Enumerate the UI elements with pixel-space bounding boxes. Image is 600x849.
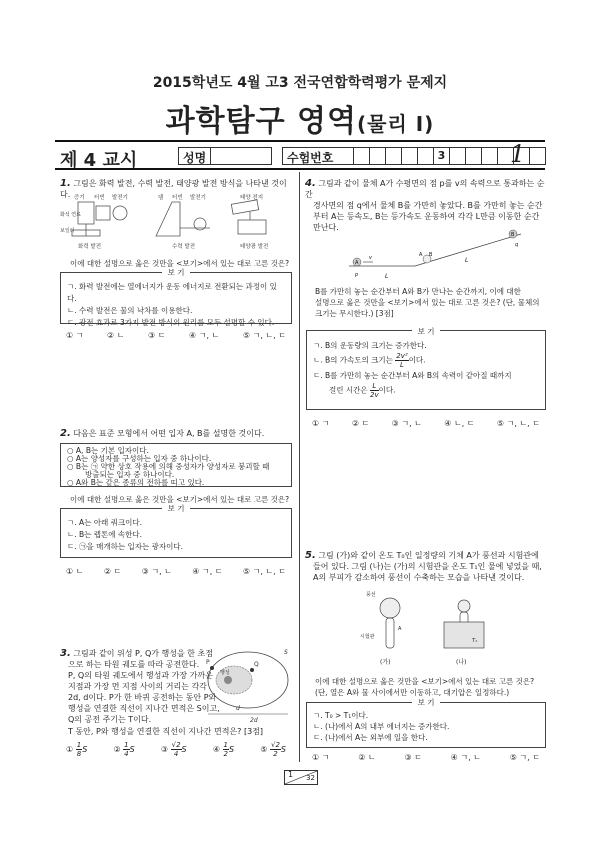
q3-figure-label: S (284, 649, 288, 656)
q5-figure-label: (나) (456, 659, 467, 666)
q3-question: T 동안, P와 행성을 연결한 직선이 지나간 면적은? [3점] (68, 727, 264, 736)
q4-bogi-item: 걸린 시간은 $\frac{L}{2v}$ 이다. (329, 382, 396, 399)
q1-figure-label: 증기 (74, 195, 85, 201)
q2-choice-2[interactable]: ② ㄷ (103, 567, 122, 576)
q1-bogi-title: 보 기 (162, 268, 191, 277)
q5-choices (312, 752, 540, 763)
q4-choice-1[interactable]: ① ㄱ (312, 419, 330, 428)
question-4-stem: 4. 그림과 같이 물체 A가 수평면의 점 p를 v의 속력으로 통과하는 순간 경사면의 점 q에서 물체 B를 가만히 놓았다. B를 가만히 놓는 순간 부터 A는 등속도, B는 등가속도 운동하여 각각 L만큼 이동한 순간 만난다. (305, 178, 545, 232)
q2-bogi-box (60, 504, 292, 558)
q1-choice-1[interactable]: ① ㄱ (66, 331, 84, 340)
q5-bogi-box (306, 698, 546, 748)
q1-figure-label: 태양광 발전 (240, 244, 269, 250)
q2-bogi-title: 보 기 (162, 504, 191, 513)
footer-page: 1 (288, 770, 294, 779)
q5-bogi-item: ㄱ. T₀ > T₁이다. (313, 711, 369, 720)
q2-prompt: 이에 대한 설명으로 옳은 것만을 <보기>에서 있는 대로 고른 것은? (70, 495, 290, 504)
q5-figure-label: T₁ (472, 638, 478, 644)
question-3-stem: 3. 그림과 같이 위성 P, Q가 행성을 한 초점 으로 하는 타원 궤도를 따라 공전한다. P, Q의 타원 궤도에서 행성과 가장 가까운 지점과 가장 먼 지점 사이의 거리는 각각 2d, d이다. P가 한 바퀴 공전하는 동안 P와 행성을 연결한 직선이 지나간 면적은 S이고, Q의 공전 주기는 T이다. (60, 648, 220, 724)
q1-figure-label: 수력 발전 (172, 244, 196, 250)
q1-bogi-item: ㄴ. 수력 발전은 물의 낙차를 이용한다. (67, 306, 193, 315)
period-label: 제 4 교시 (60, 150, 138, 171)
q4-prompt: B를 가만히 놓는 순간부터 A와 B가 만나는 순간까지, 이에 대한 설명으로 옳은 것만을 <보기>에서 있는 대로 고른 것은? (단, 물체의 크기는 무시한다.) [3점] (315, 287, 540, 318)
q1-figure-label: 발전기 (112, 195, 128, 201)
exam-number-field[interactable] (282, 147, 546, 165)
q4-figure-label: B (511, 232, 515, 238)
q4-figure-label: L (385, 273, 389, 280)
name-label: 성명 (179, 148, 211, 164)
q5-figure-label: 시험관 (360, 634, 375, 640)
q5-bogi-item: ㄷ. (나)에서 A는 외부에 일을 한다. (313, 733, 428, 742)
q3-choice-5[interactable]: ⑤ $\frac{√2}{2}$ S (260, 741, 286, 758)
q1-bogi-item: ㄷ. 광전 효과로 3가지 발전 방식의 원리를 모두 설명할 수 있다. (67, 318, 275, 327)
q5-balloon-figure (360, 588, 520, 668)
q2-choices (66, 566, 286, 577)
name-field[interactable] (178, 147, 272, 165)
q4-figure-label: A (355, 260, 359, 266)
q1-figure-label: 댐 (158, 195, 164, 201)
q3-figure-label: d (236, 705, 240, 712)
subject-title (0, 96, 600, 140)
q4-figure-label: L (465, 257, 469, 264)
q4-bogi-item: ㄷ. B를 가만히 놓는 순간부터 A와 B의 속력이 같아질 때까지 (313, 371, 512, 380)
q2-choice-4[interactable]: ④ ㄱ, ㄷ (192, 567, 223, 576)
q5-choice-5[interactable]: ⑤ ㄱ, ㄷ (509, 753, 540, 762)
q4-figure-label: v (369, 255, 372, 261)
question-1-stem: 1. 그림은 화력 발전, 수력 발전, 태양광 발전 방식을 나타낸 것이다. (60, 178, 287, 199)
q2-fact: ○ A는 양성자를 구성하는 입자 중 하나이다. (67, 454, 212, 463)
q4-incline-figure (345, 226, 525, 282)
q4-choice-4[interactable]: ④ ㄴ, ㄷ (444, 419, 475, 428)
q1-figure-label: 보일러 (60, 228, 75, 234)
q4-bogi-box (306, 327, 546, 410)
q3-figure-label: P (206, 659, 210, 666)
q4-choice-2[interactable]: ② ㄷ (351, 419, 370, 428)
q5-bogi-title: 보 기 (412, 698, 441, 707)
q1-figure-label: 터빈 (172, 195, 183, 201)
q1-choices (66, 330, 286, 341)
q1-figure-label: 태양 전지 (240, 195, 264, 201)
question-5-number: 5. (305, 550, 316, 561)
header-rule-top (55, 140, 545, 142)
q1-figure-label: 터빈 (94, 195, 105, 201)
q5-bogi-item: ㄴ. (나)에서 A의 내부 에너지는 증가한다. (313, 722, 450, 731)
q5-choice-2[interactable]: ② ㄴ (358, 753, 376, 762)
q4-bogi-title: 보 기 (412, 327, 441, 336)
q5-figure-label: (가) (380, 659, 391, 666)
q3-choice-3[interactable]: ③ $\frac{√2}{4}$ S (160, 741, 187, 758)
question-4-number: 4. (305, 178, 316, 189)
q4-choices (312, 418, 540, 429)
q4-figure-label: B (429, 252, 433, 258)
subject-sub: (물리 Ⅰ) (357, 112, 435, 136)
q3-figure-label: 2d (250, 717, 258, 724)
q3-orbit-figure (206, 646, 296, 724)
question-2-number: 2. (60, 428, 71, 439)
footer-total: 32 (306, 774, 315, 782)
q2-choice-5[interactable]: ⑤ ㄱ, ㄴ, ㄷ (242, 567, 286, 576)
q4-choice-5[interactable]: ⑤ ㄱ, ㄴ, ㄷ (496, 419, 540, 428)
q2-choice-1[interactable]: ① ㄴ (66, 567, 84, 576)
q4-choice-3[interactable]: ③ ㄱ, ㄴ (391, 419, 422, 428)
q4-figure-label: p (355, 272, 359, 278)
q4-figure-label: A (419, 252, 423, 258)
question-5-stem: 5. 그림 (가)와 같이 온도 T₀인 일정량의 기체 A가 풍선과 시험관에 들어 있다. 그림 (나)는 (가)의 시험관을 온도 T₁인 물에 넣었을 때, A의 부피가 감소하여 풍선이 수축하는 모습을 나타낸 것이다. (305, 550, 542, 582)
q1-figure-label: 화석 연료 (60, 212, 81, 218)
q1-choice-2[interactable]: ② ㄴ (107, 331, 125, 340)
question-3-number: 3. (60, 648, 71, 659)
q2-bogi-item: ㄷ. ㉠을 매개하는 입자는 광자이다. (67, 542, 183, 551)
q1-prompt: 이에 대한 설명으로 옳은 것만을 <보기>에서 있는 대로 고른 것은? (70, 259, 290, 268)
q5-figure-label: A (398, 626, 402, 632)
q1-power-plant-figure (60, 192, 292, 252)
q5-choice-3[interactable]: ③ ㄷ (404, 753, 422, 762)
q1-figure-label: 발전기 (190, 195, 206, 201)
subject-main: 과학탐구 영역 (165, 104, 357, 139)
column-divider (299, 172, 300, 762)
q3-choice-4[interactable]: ④ $\frac{1}{2}$ S (212, 741, 235, 758)
exam-title: 2015학년도 4월 고3 전국연합학력평가 문제지 (152, 75, 448, 91)
q3-choice-2[interactable]: ② $\frac{1}{4}$ S (113, 741, 135, 758)
q5-choice-1[interactable]: ① ㄱ (312, 753, 330, 762)
q3-choices (66, 741, 286, 758)
q2-fact: ○ B는 ㉠ 약한 상호 작용에 의해 중성자가 양성자로 붕괴할 때 (67, 462, 270, 471)
q2-fact: ○ A, B는 기본 입자이다. (67, 446, 149, 455)
q2-facts-box (60, 443, 292, 487)
q3-figure-label: Q (254, 661, 259, 668)
q2-bogi-item: ㄱ. A는 아래 쿼크이다. (67, 518, 143, 527)
q2-bogi-item: ㄴ. B는 렙톤에 속한다. (67, 530, 143, 539)
q2-fact: 방출되는 입자 중 하나이다. (85, 470, 175, 479)
q1-choice-3[interactable]: ③ ㄷ (148, 331, 166, 340)
question-1-number: 1. (60, 178, 71, 189)
q1-figure-label: 화력 발전 (78, 244, 102, 250)
q4-bogi-item: ㄴ. B의 가속도의 크기는 $\frac{\text{2v²}}{L}$ 이다. (313, 352, 426, 369)
page-footer (284, 770, 318, 785)
q3-figure-label: 행성 (220, 670, 230, 676)
q1-choice-5[interactable]: ⑤ ㄱ, ㄴ, ㄷ (242, 331, 286, 340)
page-number: 1 (510, 140, 526, 168)
q4-figure-label: q (515, 242, 519, 248)
q5-prompt: 이에 대한 설명으로 옳은 것만을 <보기>에서 있는 대로 고른 것은? (단, 열은 A와 물 사이에서만 이동하고, 대기압은 일정하다.) (315, 677, 535, 697)
header-rule-bottom (55, 168, 545, 170)
q2-choice-3[interactable]: ③ ㄱ, ㄴ (141, 567, 172, 576)
q1-bogi-box (60, 268, 292, 327)
exam-number-digit: 3 (434, 148, 450, 164)
q3-choice-1[interactable]: ① $\frac{1}{8}$ S (66, 741, 88, 758)
exam-number-label: 수험번호 (283, 148, 354, 164)
q1-choice-4[interactable]: ④ ㄱ, ㄴ (189, 331, 220, 340)
q5-figure-label: 풍선 (366, 592, 376, 598)
q2-fact: ○ A와 B는 같은 종류의 전하를 띠고 있다. (67, 478, 205, 487)
q1-bogi-item: ㄱ. 화력 발전에는 열에너지가 운동 에너지로 전환되는 과정이 있다. (67, 282, 277, 303)
q5-choice-4[interactable]: ④ ㄱ, ㄴ (450, 753, 481, 762)
q4-bogi-item: ㄱ. B의 운동량의 크기는 증가한다. (313, 341, 427, 350)
question-2-stem: 2. 다음은 표준 모형에서 어떤 입자 A, B를 설명한 것이다. (60, 428, 265, 439)
